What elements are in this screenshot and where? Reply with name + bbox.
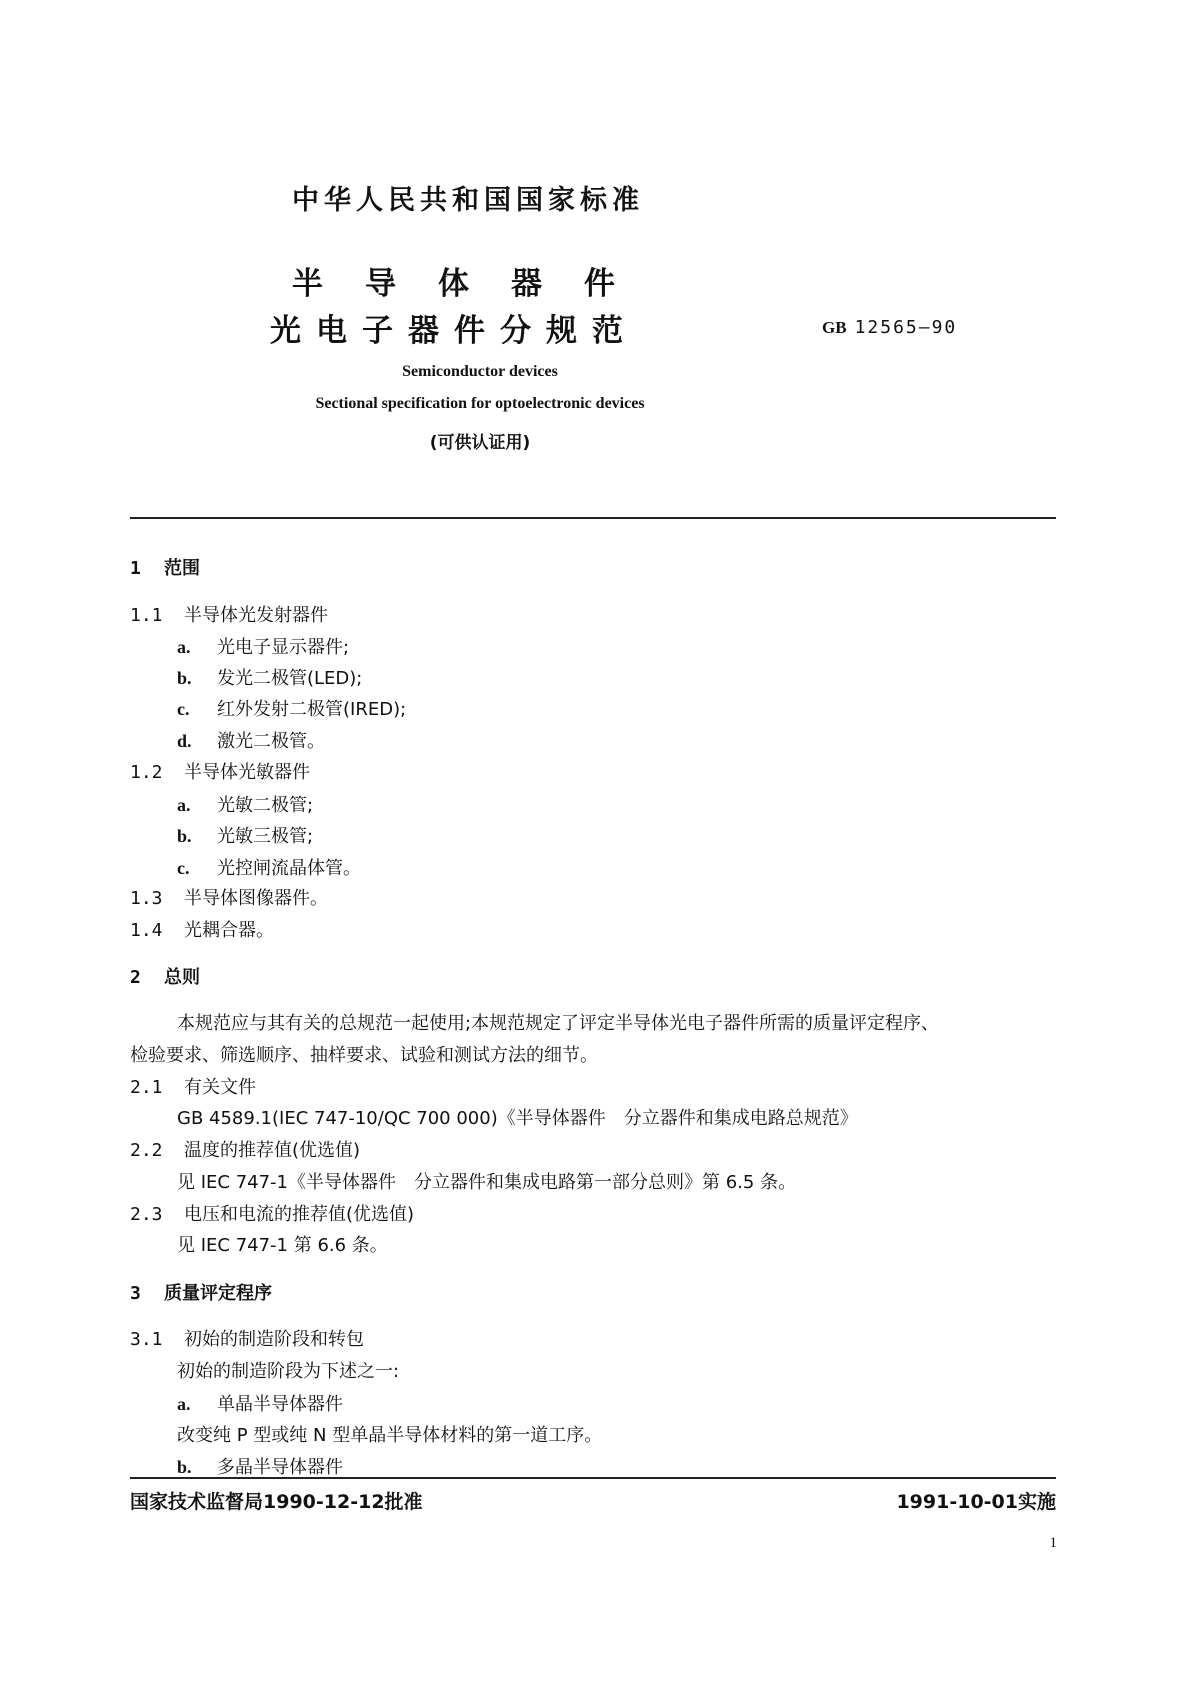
list-text: 多晶半导体器件 — [217, 1457, 343, 1478]
clause-1-1 — [130, 605, 328, 627]
clause-text: 改变纯 P 型或纯 N 型单晶半导体材料的第一道工序。 — [177, 1425, 603, 1446]
clause-text: GB 4589.1(IEC 747-10/QC 700 000)《半导体器件 分立器件和集成电路总规范》 — [177, 1108, 858, 1129]
section-number: 2 — [130, 967, 141, 988]
clause-text: 见 IEC 747-1 第 6.6 条。 — [177, 1235, 388, 1256]
list-item — [177, 857, 361, 880]
clause-title: 温度的推荐值(优选值) — [184, 1140, 361, 1161]
clause-1-4 — [130, 920, 274, 942]
clause-number: 3.1 — [130, 1329, 163, 1350]
clause-title: 电压和电流的推荐值(优选值) — [184, 1204, 415, 1225]
title-line-1: 半导体器件 — [292, 266, 657, 302]
clause-number: 2.3 — [130, 1204, 163, 1225]
section-3-heading — [130, 1283, 272, 1305]
list-marker: a. — [177, 1394, 191, 1414]
paragraph-line: 本规范应与其有关的总规范一起使用;本规范规定了评定半导体光电子器件所需的质量评定程序、 — [177, 1013, 940, 1034]
certification-note: (可供认证用) — [429, 433, 531, 453]
clause-number: 1.3 — [130, 888, 163, 909]
paragraph-line: 检验要求、筛选顺序、抽样要求、试验和测试方法的细节。 — [130, 1045, 598, 1066]
list-marker: c. — [177, 699, 190, 719]
standard-code-prefix: GB — [822, 318, 847, 337]
standard-code-number: 12565—90 — [854, 317, 958, 338]
list-marker: b. — [177, 1457, 192, 1477]
list-item — [177, 1456, 343, 1479]
standard-code — [822, 317, 957, 338]
section-title: 总则 — [164, 967, 200, 988]
list-marker: a. — [177, 637, 191, 657]
header-divider — [130, 517, 1056, 519]
section-title: 范围 — [164, 558, 200, 579]
clause-2-3 — [130, 1204, 414, 1226]
clause-number: 2.2 — [130, 1140, 163, 1161]
list-text: 红外发射二极管(IRED); — [217, 699, 407, 720]
standard-organization: 中华人民共和国国家标准 — [292, 185, 644, 216]
list-marker: d. — [177, 731, 192, 751]
list-item — [177, 730, 325, 753]
english-title-line-2: Sectional specification for optoelectronic devices — [315, 395, 645, 412]
section-1-heading — [130, 558, 200, 580]
clause-title: 有关文件 — [184, 1077, 256, 1098]
clause-number: 1.4 — [130, 920, 163, 941]
clause-title: 半导体图像器件。 — [184, 888, 328, 909]
english-title-line-1: Semiconductor devices — [402, 363, 558, 380]
list-text: 发光二极管(LED); — [217, 668, 363, 689]
clause-text: 见 IEC 747-1《半导体器件 分立器件和集成电路第一部分总则》第 6.5 条。 — [177, 1172, 797, 1193]
section-number: 1 — [130, 558, 141, 579]
list-item — [177, 1393, 343, 1416]
clause-title: 初始的制造阶段和转包 — [184, 1329, 364, 1350]
list-marker: b. — [177, 668, 192, 688]
list-item — [177, 698, 406, 721]
clause-number: 2.1 — [130, 1077, 163, 1098]
clause-title: 半导体光发射器件 — [184, 605, 328, 626]
approval-statement: 国家技术监督局1990-12-12批准 — [130, 1491, 423, 1513]
footer-divider — [130, 1477, 1056, 1479]
list-text: 激光二极管。 — [217, 731, 325, 752]
list-text: 单晶半导体器件 — [217, 1394, 343, 1415]
list-marker: b. — [177, 826, 192, 846]
section-title: 质量评定程序 — [164, 1283, 272, 1304]
list-item — [177, 825, 313, 848]
clause-2-2 — [130, 1140, 360, 1162]
list-item — [177, 667, 362, 690]
clause-title: 光耦合器。 — [184, 920, 274, 941]
list-text: 光电子显示器件; — [217, 637, 350, 658]
clause-title: 半导体光敏器件 — [184, 762, 310, 783]
section-number: 3 — [130, 1283, 141, 1304]
clause-text: 初始的制造阶段为下述之一: — [177, 1361, 400, 1382]
clause-1-3 — [130, 888, 328, 910]
list-item — [177, 636, 349, 659]
page-number: 1 — [1049, 1535, 1057, 1551]
list-text: 光敏二极管; — [217, 795, 314, 816]
title-line-2: 光电子器件分规范 — [270, 313, 638, 349]
clause-number: 1.1 — [130, 605, 163, 626]
clause-3-1 — [130, 1329, 364, 1351]
implementation-date: 1991-10-01实施 — [896, 1491, 1056, 1513]
list-marker: c. — [177, 858, 190, 878]
list-text: 光控闸流晶体管。 — [217, 858, 361, 879]
section-2-heading — [130, 967, 200, 989]
clause-2-1 — [130, 1077, 256, 1099]
clause-1-2 — [130, 762, 310, 784]
list-text: 光敏三极管; — [217, 826, 314, 847]
clause-number: 1.2 — [130, 762, 163, 783]
list-item — [177, 794, 313, 817]
list-marker: a. — [177, 795, 191, 815]
